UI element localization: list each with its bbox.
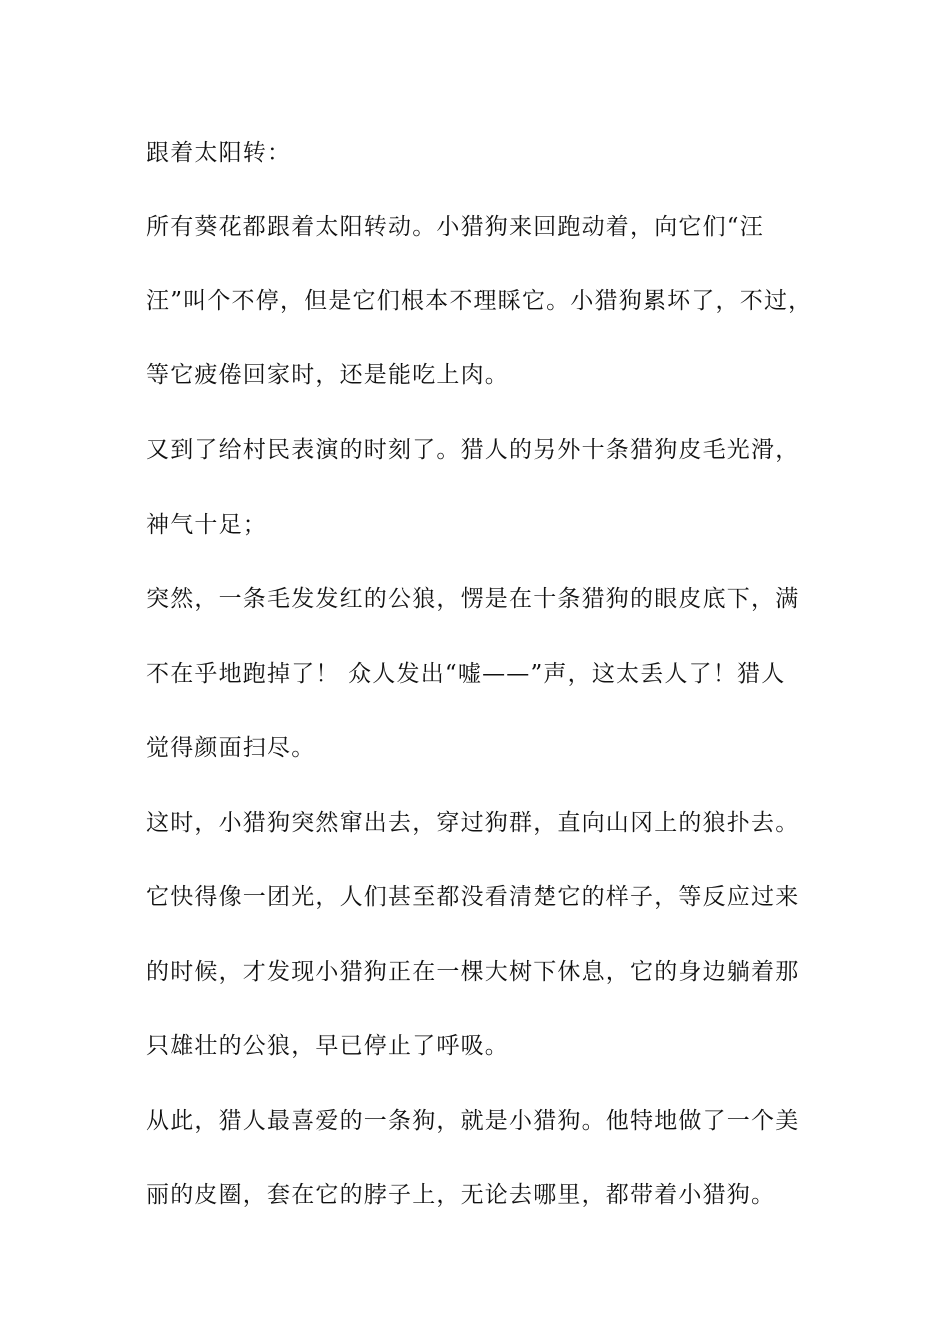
text-line: 又到了给村民表演的时刻了。猎人的另外十条猎狗皮毛光滑， [146,437,800,463]
text-line: 所有葵花都跟着太阳转动。小猎狗来回跑动着，向它们“汪 [146,214,764,240]
text-line: 的时候，才发现小猎狗正在一棵大树下休息，它的身边躺着那 [146,959,800,985]
text-line: 从此，猎人最喜爱的一条狗，就是小猎狗。他特地做了一个美 [146,1108,800,1134]
text-line: 汪”叫个不停，但是它们根本不理睬它。小猎狗累坏了，不过， [146,288,813,314]
text-line: 它快得像一团光，人们甚至都没看清楚它的样子，等反应过来 [146,884,800,910]
text-line: 神气十足； [146,512,267,538]
text-line: 丽的皮圈，套在它的脖子上，无论去哪里，都带着小猎狗。 [146,1182,776,1208]
text-line: 这时，小猎狗突然窜出去，穿过狗群，直向山冈上的狼扑去。 [146,810,800,836]
text-line: 不在乎地跑掉了！ 众人发出“嘘——”声，这太丢人了！猎人 [146,661,786,687]
text-line: 觉得颜面扫尽。 [146,735,316,761]
text-line: 只雄壮的公狼，早已停止了呼吸。 [146,1033,509,1059]
text-line: 跟着太阳转： [146,140,292,166]
text-line: 突然，一条毛发发红的公狼，愣是在十条猎狗的眼皮底下，满 [146,586,800,612]
text-line: 等它疲倦回家时，还是能吃上肉。 [146,362,509,388]
